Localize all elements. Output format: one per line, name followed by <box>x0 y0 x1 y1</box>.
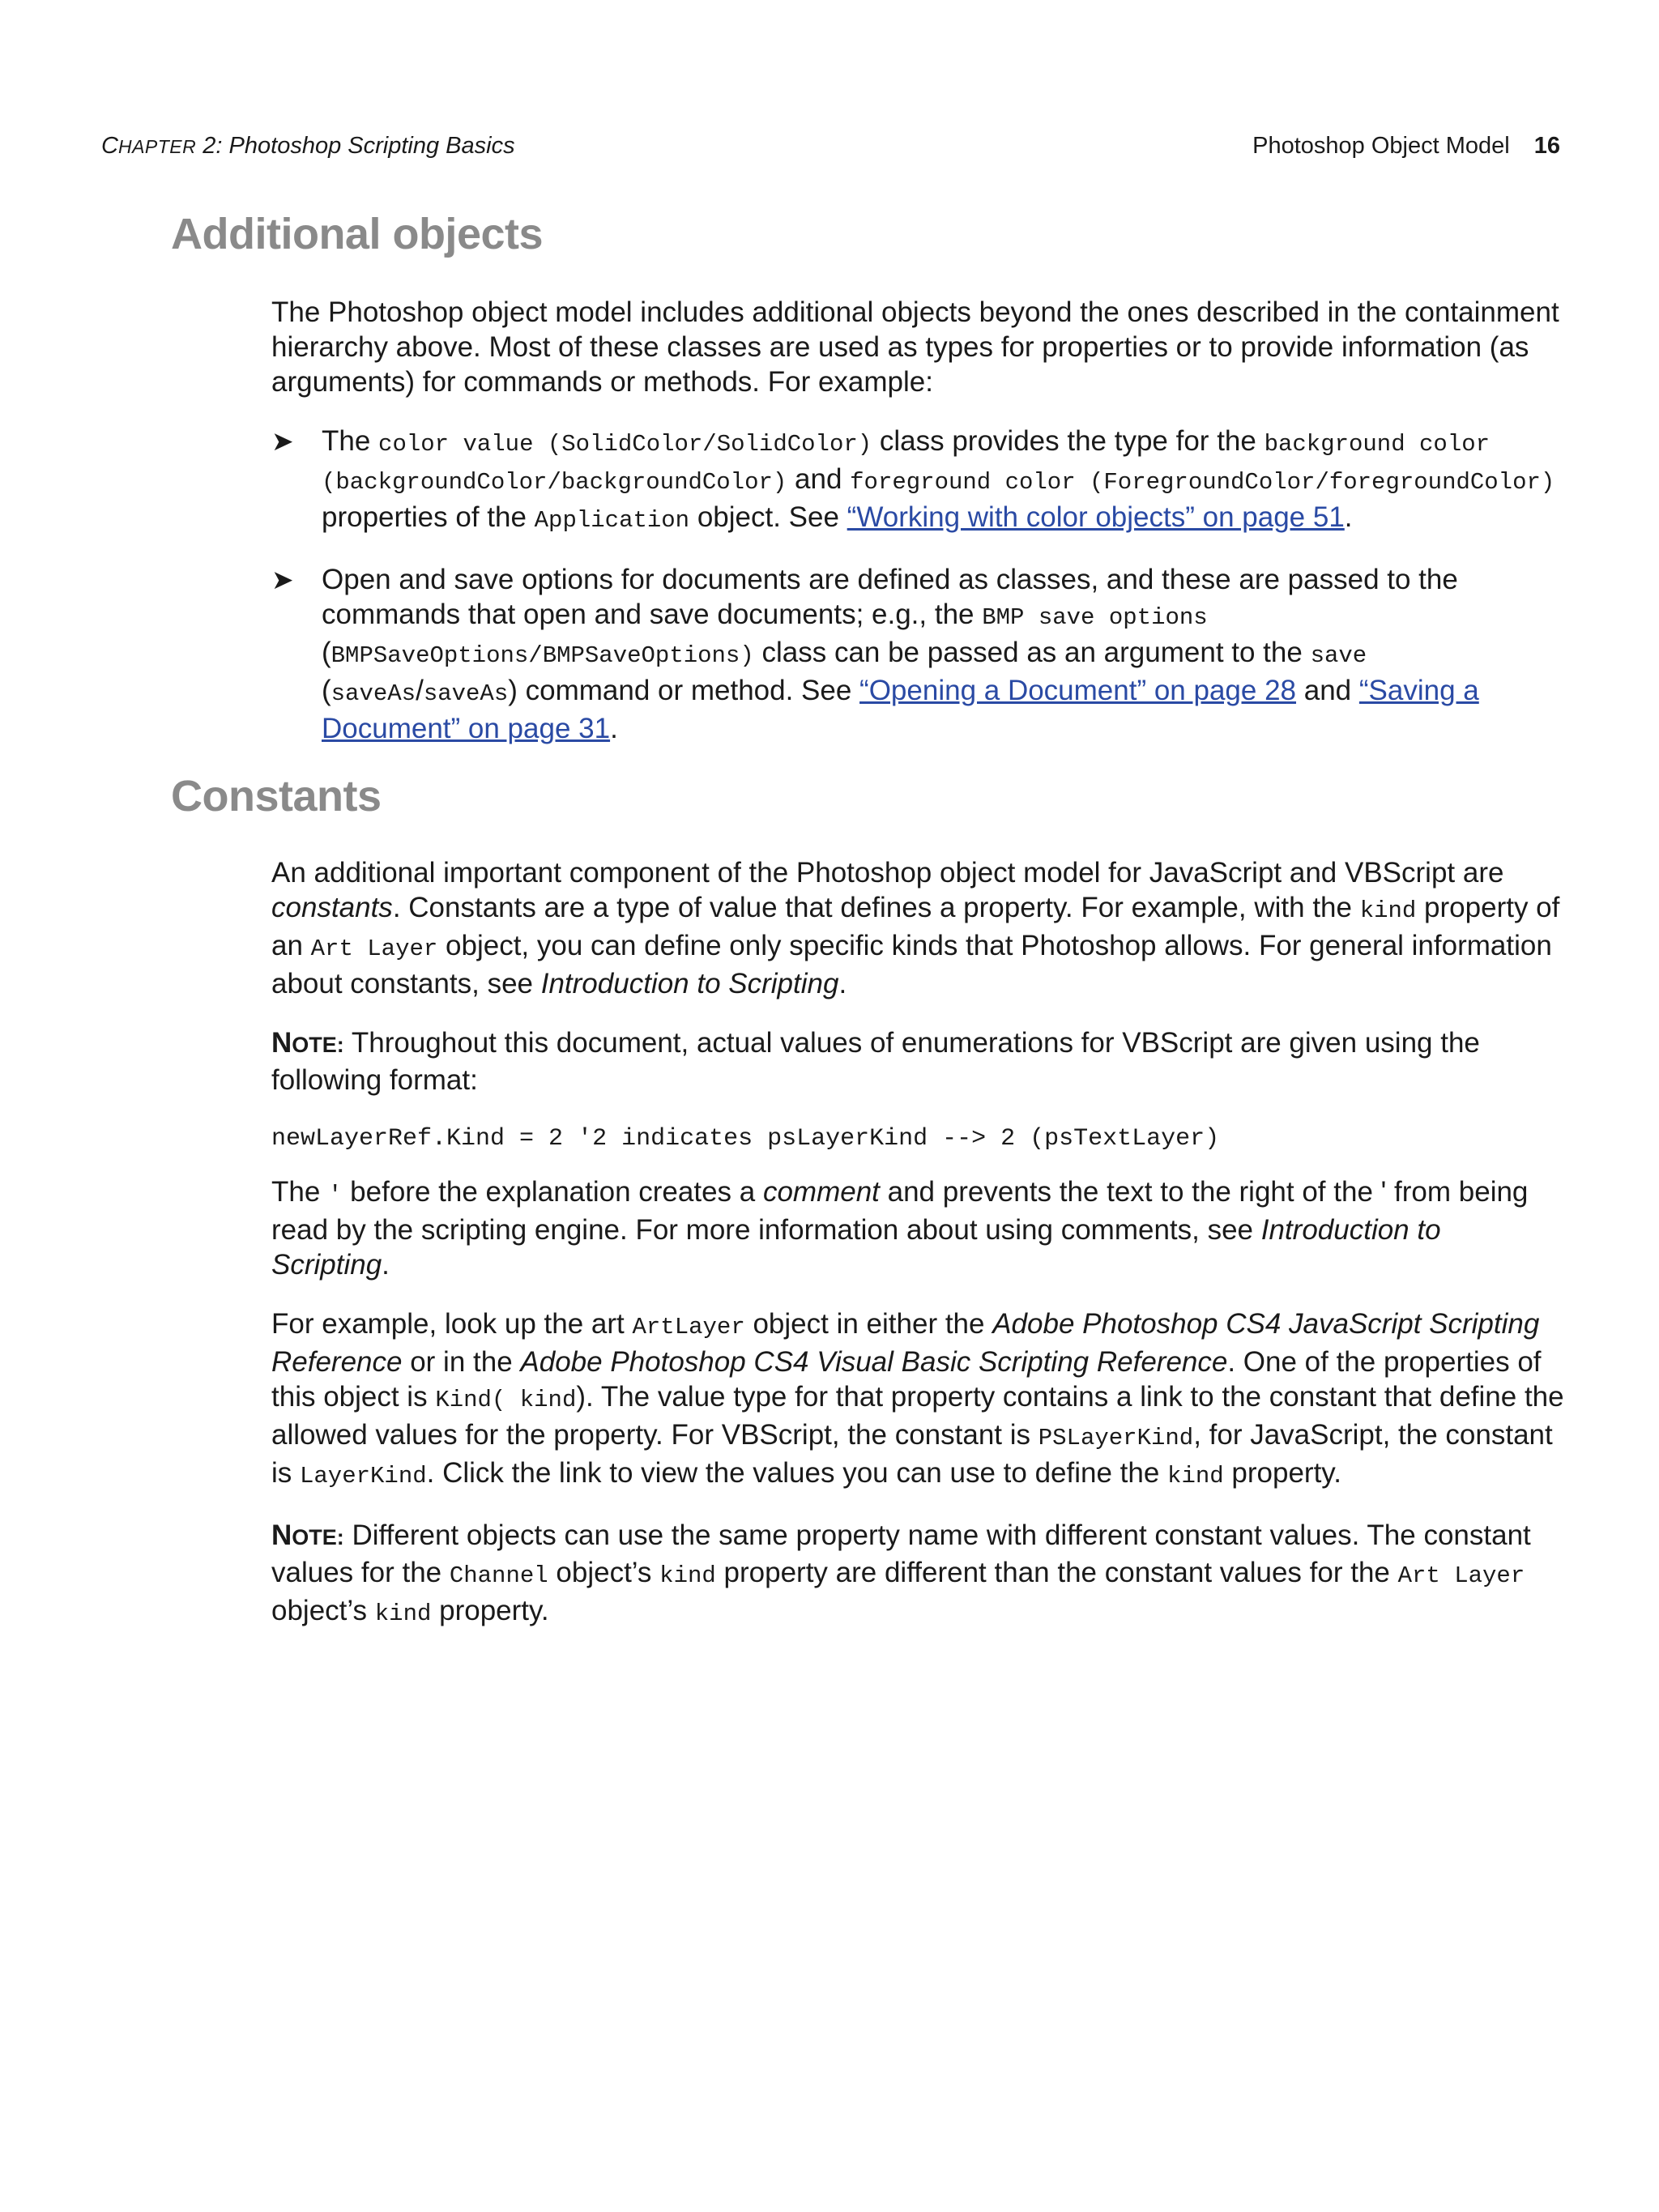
arrow-bullet-icon: ➤ <box>271 426 294 456</box>
link-opening-a-document[interactable]: “Opening a Document” on page 28 <box>859 675 1297 706</box>
note-paragraph: NOTE: Different objects can use the same property name with different constant values. The constant values for the Channel object’s kind property are different than the constant values for the Art Layer object’s kind property. <box>271 1519 1531 1627</box>
heading-constants: Constants <box>171 772 382 820</box>
page-number: 16 <box>1533 133 1560 159</box>
arrow-bullet-icon: ➤ <box>271 565 294 595</box>
chapter-title: CHAPTER 2: Photoshop Scripting Basics <box>101 133 515 159</box>
section-title: Photoshop Object Model 16 <box>1252 133 1560 159</box>
intro-paragraph: The Photoshop object model includes additional objects beyond the ones described in the containment hierarchy above. Most of these classes are used as types for properties or to provide information (as arguments) for commands or methods. For example: <box>271 296 1559 398</box>
heading-additional-objects: Additional objects <box>171 210 544 258</box>
note-paragraph: NOTE: Throughout this document, actual values of enumerations for VBScript are given using the following format: <box>271 1027 1480 1096</box>
section-constants-body <box>271 855 1564 1631</box>
link-saving-a-document[interactable]: “Saving a Document” on page 31 <box>322 675 1479 744</box>
constants-paragraph: An additional important component of the Photoshop object model for JavaScript and VBScript are constants. Constants are a type of value that defines a property. For example, with the kind property of an Art Layer object, you can define only specific kinds that Photoshop allows. For general information about constants, see Introduction to Scripting. <box>271 857 1560 999</box>
example-paragraph: For example, look up the art ArtLayer object in either the Adobe Photoshop CS4 JavaScript Scripting Reference or in the Adobe Photoshop CS4 Visual Basic Scripting Reference. One of the properties of this object is Kind( kind). The value type for that property contains a link to the constant that define the allowed values for the property. For VBScript, the constant is PSLayerKind, for JavaScript, the constant is LayerKind. Click the link to view the values you can use to define the kind property. <box>271 1308 1564 1490</box>
list-item: ➤ The color value (SolidColor/SolidColor) class provides the type for the background color (backgroundColor/backgroundColor) and foreground color (ForegroundColor/foregroundColor) properties of the Application object. See “Working with color objects” on page 51. <box>271 425 1555 534</box>
comment-paragraph: The ' before the explanation creates a comment and prevents the text to the right of the ' from being read by the scripting engine. For more information about using comments, see Introduction to Scripting. <box>271 1176 1529 1281</box>
note-label: NOTE: <box>271 1519 344 1551</box>
section-additional-objects-body <box>271 295 1564 746</box>
note-label: NOTE: <box>271 1027 344 1059</box>
running-header <box>101 130 1560 162</box>
code-example: newLayerRef.Kind = 2 '2 indicates psLayerKind --> 2 (psTextLayer) <box>271 1125 1220 1153</box>
list-item: ➤ Open and save options for documents are defined as classes, and these are passed to the commands that open and save documents; e.g., the BMP save options (BMPSaveOptions/BMPSaveOptions) class can be passed as an argument to the save (saveAs/saveAs) command or method. See “Opening a Document” on page 28 and “Saving a Document” on page 31. <box>271 564 1479 744</box>
link-working-with-color-objects[interactable]: “Working with color objects” on page 51 <box>847 501 1345 533</box>
